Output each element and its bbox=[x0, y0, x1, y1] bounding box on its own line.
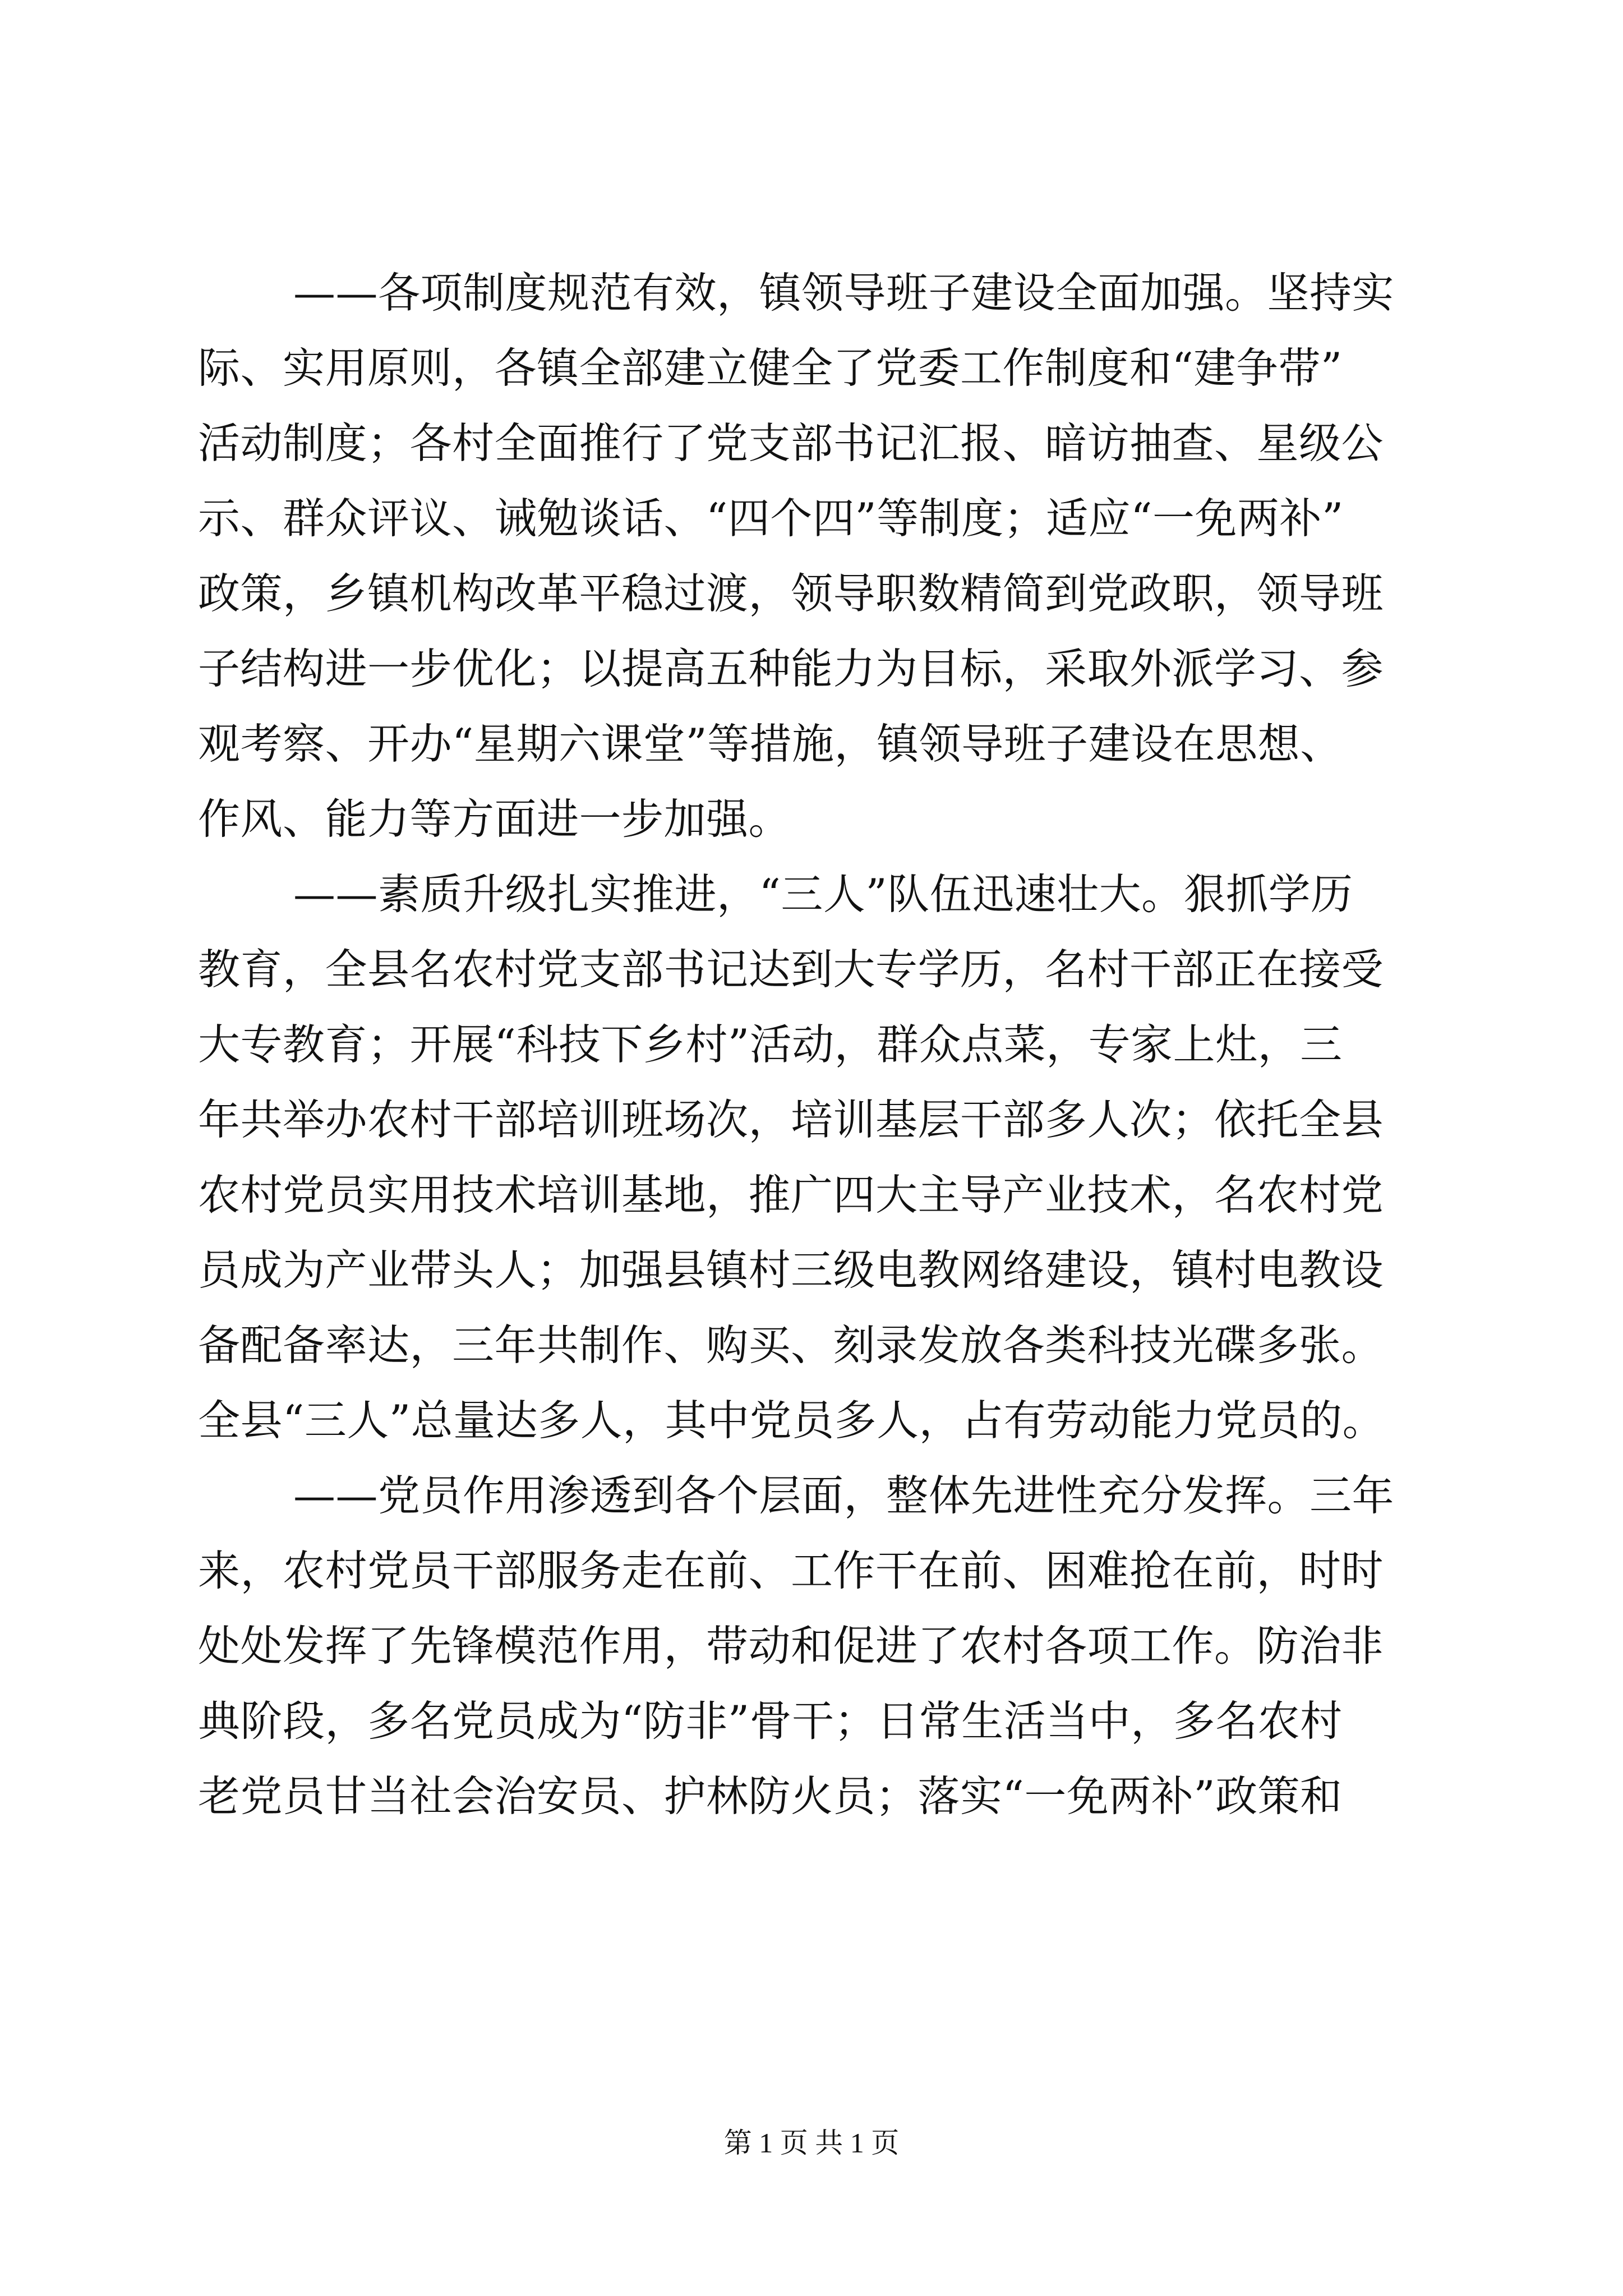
text-line: 典阶段，多名党员成为“防非”骨干；日常生活当中，多名农村 bbox=[198, 1696, 1343, 1746]
page-footer bbox=[0, 2126, 1623, 2160]
text-line: 员成为产业带头人；加强县镇村三级电教网络建设，镇村电教设 bbox=[198, 1245, 1384, 1295]
text-line: 年共举办农村干部培训班场次，培训基层干部多人次；依托全县 bbox=[198, 1095, 1384, 1144]
paragraph bbox=[198, 1458, 1421, 1834]
text-line: 老党员甘当社会治安员、护林防火员；落实“一免两补”政策和 bbox=[198, 1772, 1343, 1821]
text-line: 全县“三人”总量达多人，其中党员多人，占有劳动能力党员的。 bbox=[198, 1396, 1385, 1445]
text-line: 处处发挥了先锋模范作用，带动和促进了农村各项工作。防治非 bbox=[198, 1621, 1384, 1671]
text-line: 备配备率达，三年共制作、购买、刻录发放各类科技光碟多张。 bbox=[198, 1320, 1384, 1370]
text-line: ——素质升级扎实推进，“三人”队伍迅速壮大。狠抓学历 bbox=[293, 869, 1353, 919]
text-line: 大专教育；开展“科技下乡村”活动，群众点菜，专家上灶，三 bbox=[198, 1020, 1343, 1069]
text-line: ——党员作用渗透到各个层面，整体先进性充分发挥。三年 bbox=[293, 1471, 1395, 1520]
paragraph bbox=[198, 255, 1421, 857]
text-line: 农村党员实用技术培训基地，推广四大主导产业技术，名农村党 bbox=[198, 1170, 1384, 1220]
paragraph bbox=[198, 857, 1421, 1458]
text-line: 政策，乡镇机构改革平稳过渡，领导职数精简到党政职，领导班 bbox=[198, 569, 1384, 618]
text-line: 际、实用原则，各镇全部建立健全了党委工作制度和“建争带” bbox=[198, 343, 1343, 393]
text-line: 活动制度；各村全面推行了党支部书记汇报、暗访抽查、星级公 bbox=[198, 418, 1384, 468]
text-line: 观考察、开办“星期六课堂”等措施，镇领导班子建设在思想、 bbox=[198, 719, 1343, 769]
page-number-label: 第 1 页 共 1 页 bbox=[723, 2127, 900, 2159]
text-line: 教育，全县名农村党支部书记达到大专学历，名村干部正在接受 bbox=[198, 945, 1384, 994]
text-line: ——各项制度规范有效，镇领导班子建设全面加强。坚持实 bbox=[293, 268, 1395, 318]
document-body bbox=[198, 255, 1421, 1834]
text-line: 作风、能力等方面进一步加强。 bbox=[198, 794, 791, 844]
text-line: 示、群众评议、诫勉谈话、“四个四”等制度；适应“一免两补” bbox=[198, 494, 1344, 543]
text-line: 子结构进一步优化；以提高五种能力为目标，采取外派学习、参 bbox=[198, 644, 1384, 693]
text-line: 来，农村党员干部服务走在前、工作干在前、困难抢在前，时时 bbox=[198, 1546, 1384, 1595]
